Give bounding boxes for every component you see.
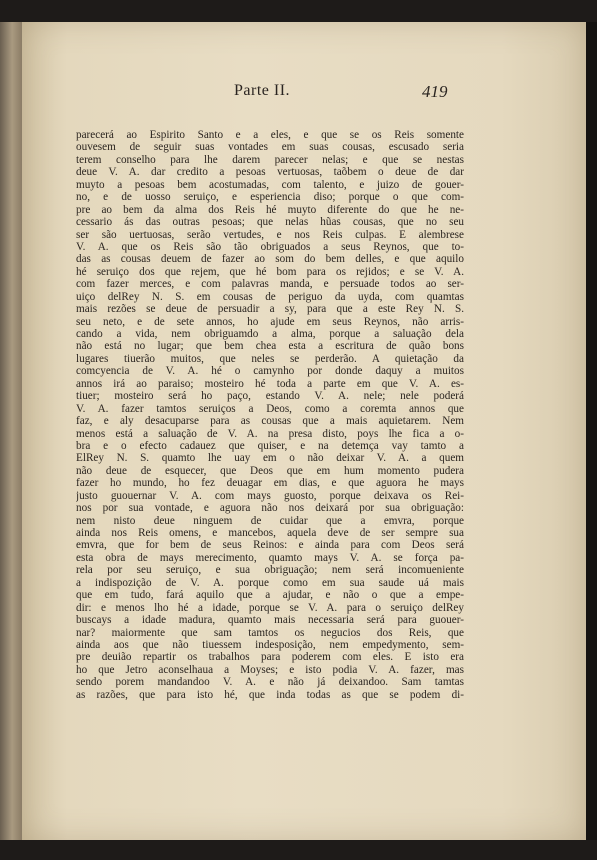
text-line: deue V. A. dar credito a pesoas vertuosas, taõbem o deue de dar: [76, 166, 464, 179]
text-line: pre deuião repartir os trabalhos para poderem com eles. E isto era: [76, 651, 464, 664]
text-line: que em tudo, fará aquilo que a ajudar, e não o que a empe-: [76, 589, 464, 602]
body-text: [76, 129, 464, 701]
text-line: não deue de esquecer, que Deos que em hum momento pudera: [76, 464, 464, 477]
text-line: ainda aos que não tiuessem indesposição, nem empedymento, sem-: [76, 638, 464, 651]
text-line: buscays a idade madura, quamto mais necessaria será para guouer-: [76, 614, 464, 627]
text-line: menos está a saluação de V. A. na presa disto, poys lhe fica a o-: [76, 427, 464, 440]
text-line: bra e o efecto cadauez que quiser, e na detemça vay tamto a: [76, 439, 464, 452]
text-line: mais rezões se deue de persuadir a sy, para que a este Rey N. S.: [76, 303, 464, 316]
text-line: faz, e aly desacuparse para as cousas que a mais aquietarem. Nem: [76, 415, 464, 428]
text-line: no, e de uosso seruiço, e esperiencia diso; porque o que com-: [76, 191, 464, 204]
text-line: rela por seu seruiço, e sua obriguação; nem será incomueniente: [76, 564, 464, 577]
text-line: esta obra de mays merecimento, quamto mays V. A. se força pa-: [76, 551, 464, 564]
text-line: das as cousas deuem de fazer ao som do bem delles, e que aquilo: [76, 253, 464, 266]
book-gutter: [0, 22, 22, 840]
text-line: tiuer; mosteiro será ho paço, estando V. A. nele; nele poderá: [76, 390, 464, 403]
text-line: ho que Jetro aconselhaua a Moyses; e isto podia V. A. fazer, mas: [76, 663, 464, 676]
text-line: emvra, que for bem de seus Reinos: e ainda para com Deos será: [76, 539, 464, 552]
text-line: nar? maiormente que sam tamtos os negucios dos Reis, que: [76, 626, 464, 639]
text-line: cando a vida, nem obriguamdo a alma, porque a saluação dela: [76, 328, 464, 340]
text-line: V. A. que os Reis são tão obriguados a seus Reynos, que to-: [76, 240, 464, 253]
text-line: as razões, que para isto hé, que inda todas as que se podem di-: [76, 688, 464, 701]
text-line: justo guouernar V. A. com mays guosto, porque deixava os Rei-: [76, 489, 464, 502]
text-line: dir: e menos lho hé a idade, porque se V. A. para o seruiço delRey: [76, 601, 464, 614]
text-line: ainda nos Reis omens, e mancebos, aquela deve de ser sempre sua: [76, 527, 464, 539]
text-line: annos irá ao paraiso; mosteiro hé toda a parte em que V. A. es-: [76, 377, 464, 390]
text-line: nos por sua vontade, e aguora não nos deixará por sua obriguação:: [76, 502, 464, 515]
text-line: com fazer merces, e com palavras manda, e persuade todos ao ser-: [76, 278, 464, 291]
text-line: sendo porem mandandoo V. A. e não já deixandoo. Sam tamtas: [76, 676, 464, 689]
text-line: fazer ho mundo, ho fez deuagar em dias, e que aguora he mays: [76, 477, 464, 490]
running-head: [22, 82, 586, 112]
text-line: nem nisto deue ninguem de cuidar que a emvra, porque: [76, 514, 464, 527]
text-line: hé seruiço dos que rejem, que hé bom para os rejidos; e se V. A.: [76, 265, 464, 278]
text-line: uiço delRey N. S. em cousas de periguo da uyda, com quamtas: [76, 290, 464, 303]
text-line: cessario ás das outras pesoas; que nelas hũas cousas, que no seu: [76, 216, 464, 229]
text-line: V. A. fazer tamtos seruiços a Deos, como a coremta annos que: [76, 402, 464, 415]
text-line: ouvesem de seguir suas vontades em suas cousas, escusado seria: [76, 141, 464, 154]
text-line: muyto a pesoas bem acostumadas, com talento, e juizo de gouer-: [76, 178, 464, 191]
scan-edge: [586, 22, 597, 840]
text-line: lugares tiuerão muitos, que neles se perderão. A quietação da: [76, 352, 464, 365]
text-line: não está no lugar; que bem chea esta a escritura de quão bons: [76, 340, 464, 353]
text-line: ser são uertuosas, serão vertudes, e nos Reis culpas. E alembrese: [76, 228, 464, 241]
text-line: a indispozição de V. A. porque como em sua saude uá mais: [76, 576, 464, 589]
book-page: [22, 22, 586, 840]
text-line: pre ao bem da alma dos Reis hé muyto diferente do que he ne-: [76, 203, 464, 216]
text-line: seu neto, e de sete annos, ho ajude em seus Reynos, não arris-: [76, 315, 464, 328]
text-line: parecerá ao Espirito Santo e a eles, e que se os Reis somente: [76, 129, 464, 141]
text-line: ElRey N. S. quamto lhe uay em o não deixar V. A. a quem: [76, 452, 464, 465]
text-line: terem conselho para lhe darem parecer nelas; e que se nestas: [76, 153, 464, 166]
page-number: 419: [422, 82, 448, 101]
text-line: comcyencia de V. A. hé o camynho por donde daquy a muitos: [76, 365, 464, 378]
section-title: Parte II.: [234, 82, 291, 99]
